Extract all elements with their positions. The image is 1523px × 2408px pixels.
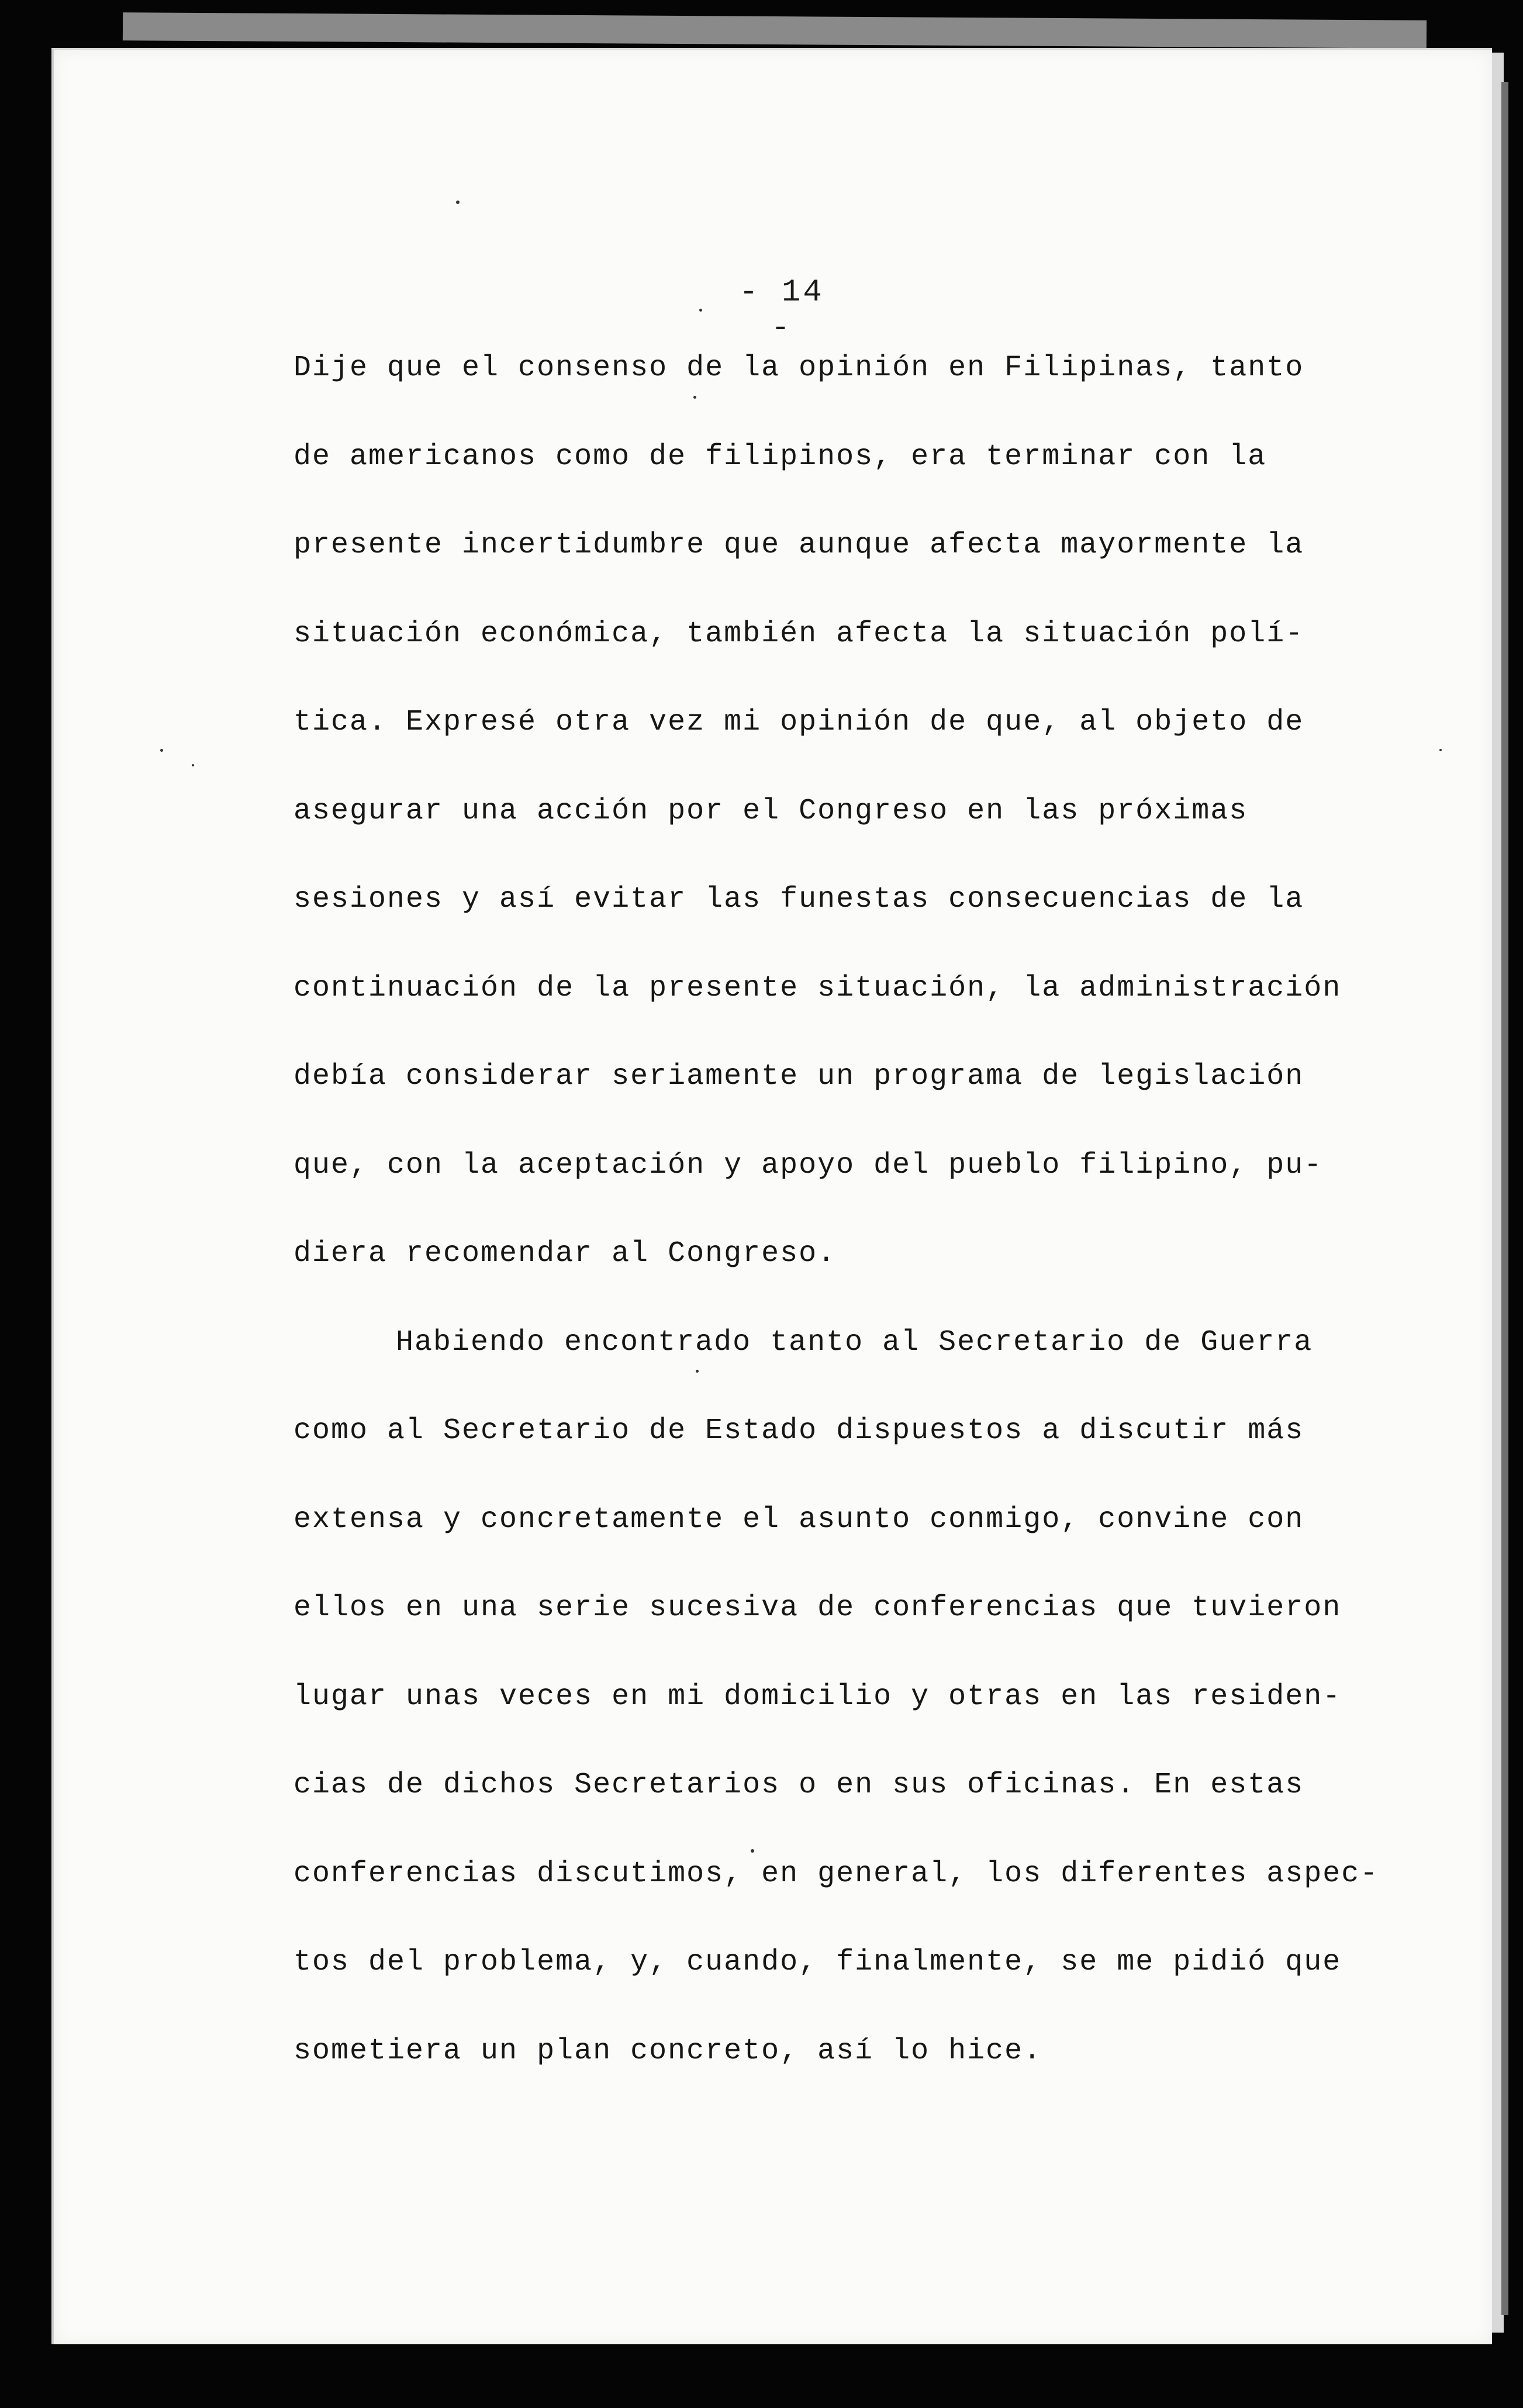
- back-sheet-edge-top: [123, 12, 1427, 49]
- text-line-3: presente incertidumbre que aunque afecta mayormente la: [293, 528, 1304, 562]
- text-line-6: asegurar una acción por el Congreso en las próximas: [293, 794, 1248, 828]
- text-line-2: de americanos como de filipinos, era terminar con la: [293, 440, 1267, 474]
- back-sheet-edge-right-shadow: [1501, 82, 1508, 2315]
- page-number: - 14 -: [739, 275, 824, 346]
- text-line-14: extensa y concretamente el asunto conmigo, convine con: [293, 1502, 1304, 1536]
- text-line-19: tos del problema, y, cuando, finalmente, se me pidió que: [293, 1946, 1342, 1979]
- text-line-11: diera recomendar al Congreso.: [293, 1237, 837, 1270]
- text-line-4: situación económica, también afecta la situación polí-: [293, 617, 1304, 651]
- text-line-12: Habiendo encontrado tanto al Secretario de Guerra: [396, 1325, 1313, 1359]
- text-line-7: sesiones y así evitar las funestas consecuencias de la: [293, 883, 1304, 916]
- body-text: [293, 339, 1379, 2110]
- text-line-5: tica. Expresé otra vez mi opinión de que, al objeto de: [293, 706, 1304, 739]
- text-line-18: conferencias discutimos, en general, los diferentes aspec-: [293, 1857, 1379, 1891]
- text-line-20: sometiera un plan concreto, así lo hice.: [293, 2034, 1042, 2068]
- text-line-13: como al Secretario de Estado dispuestos a discutir más: [293, 1414, 1304, 1447]
- text-line-10: que, con la aceptación y apoyo del pueblo filipino, pu-: [293, 1148, 1323, 1182]
- text-line-8: continuación de la presente situación, la administración: [293, 971, 1342, 1005]
- typewritten-page: [51, 48, 1492, 2344]
- text-line-17: cias de dichos Secretarios o en sus oficinas. En estas: [293, 1768, 1304, 1802]
- text-line-1: Dije que el consenso de la opinión en Filipinas, tanto: [293, 351, 1304, 385]
- text-line-16: lugar unas veces en mi domicilio y otras en las residen-: [293, 1680, 1342, 1713]
- text-line-9: debía considerar seriamente un programa de legislación: [293, 1060, 1304, 1093]
- text-line-15: ellos en una serie sucesiva de conferencias que tuvieron: [293, 1591, 1342, 1625]
